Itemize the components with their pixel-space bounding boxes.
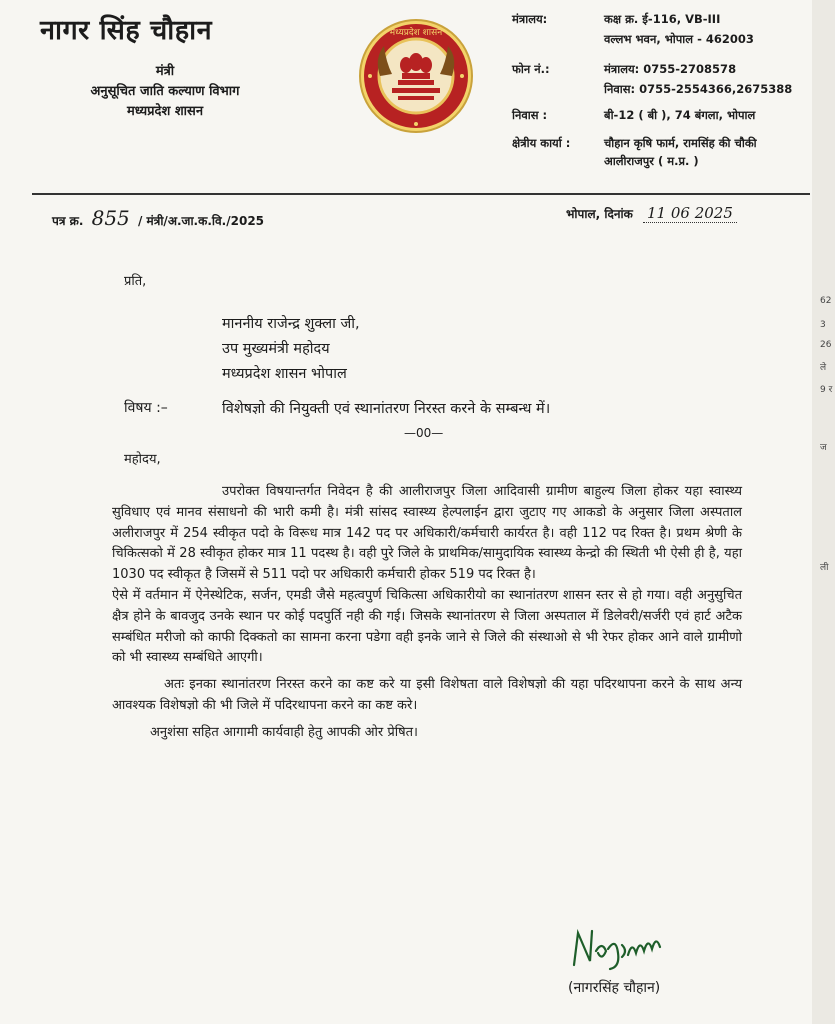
recipient-office: मध्यप्रदेश शासन भोपाल — [222, 366, 347, 382]
regional-office-line2: आलीराजपुर ( म.प्र. ) — [604, 154, 699, 168]
edge-fragment: 9 र — [820, 385, 833, 395]
place-date — [566, 204, 737, 222]
residence-address: बी-12 ( बी ), 74 बंगला, भोपाल — [604, 108, 756, 122]
ministry-address-line1: कक्ष क्र. ई-116, VB-III — [604, 12, 721, 26]
regional-office-label: क्षेत्रीय कार्या : — [512, 136, 571, 150]
address-block — [512, 10, 802, 168]
seal-text: मध्यप्रदेश शासन — [389, 28, 443, 38]
minister-designation — [40, 62, 290, 122]
edge-fragment: ली — [820, 563, 829, 573]
regional-office-line1: चौहान कृषि फार्म, रामसिंह की चौकी — [604, 136, 757, 150]
signatory-name: (नागरसिंह चौहान) — [568, 980, 661, 996]
subject-text: विशेषज्ञो की नियुक्ती एवं स्थानांतरण निरस्त करने के सम्बन्ध में। — [222, 401, 551, 417]
letter-number-suffix: / मंत्री/अ.जा.क.वि./2025 — [137, 214, 265, 228]
letter-number — [52, 206, 264, 230]
subject-label: विषय :– — [124, 400, 168, 416]
designation-line: मंत्री — [155, 64, 175, 79]
letterhead-divider — [32, 193, 810, 195]
phone-label: फोन नं.: — [512, 62, 550, 76]
prati: प्रति, — [124, 274, 147, 289]
ministry-address-line2: वल्लभ भवन, भोपाल - 462003 — [604, 32, 754, 46]
edge-fragment: ज — [820, 443, 827, 453]
phone-office: मंत्रालय: 0755-2708578 — [604, 62, 737, 76]
body-paragraph: उपरोक्त विषयान्तर्गत निवेदन है की आलीराजपुर जिला आदिवासी ग्रामीण बाहुल्य जिला होकर यहा स्वास्थ्य सुविधाए एवं मानव संसाधनो की भारी कमी है। मंत्री सांसद स्वास्थ्य हेल्पलाईन द्वारा जुटाए गए आकडो के अनुसार जिला अस्पताल अलीराजपुर में 254 स्वीकृत पदो के विरूध मात्र 142 पद पर अधिकारी/कर्मचारी कार्यरत है। वही 112 पद रिक्त है। प्रथम श्रेणी के चिकित्सको में 28 स्वीकृत होकर मात्र 11 पदस्थ है। वही पुरे जिले के प्राथमिक/सामुदायिक स्वास्थ्य केन्द्रो की स्थिती भी ऐसी ही है, यहा 1030 पद स्वीकृत है जिसमें से 511 पदो पर अधिकारी कर्मचारी होकर 519 पद रिक्त है। — [112, 484, 742, 583]
body-paragraph: अनुशंसा सहित आगामी कार्यवाही हेतु आपकी ओर प्रेषित। — [150, 724, 418, 740]
recipient-block — [222, 312, 360, 387]
minister-name: नागर सिंह चौहान — [40, 15, 213, 46]
letter-date: 11 06 2025 — [643, 204, 737, 223]
residence-label: निवास : — [512, 108, 548, 122]
edge-fragment: 26 — [820, 340, 832, 350]
government-line: मध्यप्रदेश शासन — [126, 104, 204, 119]
edge-fragment: ले — [820, 363, 827, 373]
body-paragraph: अतः इनका स्थानांतरण निरस्त करने का कष्ट करे या इसी विशेषता वाले विशेषज्ञो की यहा पदिरथापना करने के साथ अन्य आवश्यक विशेषज्ञो की भी जिले में पदिरथापना करने का कष्ट करे। — [112, 677, 742, 713]
ministry-label: मंत्रालय: — [512, 12, 548, 26]
phone-residence: निवास: 0755-2554366,2675388 — [604, 82, 793, 96]
salutation: महोदय, — [124, 452, 161, 467]
place-date-label: भोपाल, दिनांक — [566, 207, 633, 221]
edge-fragment: 62 — [820, 296, 832, 306]
recipient-name: माननीय राजेन्द्र शुक्ला जी, — [222, 316, 360, 332]
department-line: अनुसूचित जाति कल्याण विभाग — [90, 84, 240, 99]
signature-scribble — [568, 925, 668, 971]
recipient-designation: उप मुख्यमंत्री महोदय — [222, 341, 330, 357]
letter-body — [112, 482, 742, 744]
state-emblem-seal — [358, 18, 474, 134]
body-paragraph: ऐसे में वर्तमान में ऐनेस्थेटिक, सर्जन, एमडी जैसे महत्वपुर्ण चिकित्सा अधिकारीयो का स्थानांतरण शासन स्तर से हो गया। वही अनुसुचित क्षैत्र होने के बावजुद उनके स्थान पर कोई पदपुर्ति नही की गई। जिसके स्थानांतरण से जिला अस्पताल में डिलेवरी/सर्जरी एवं हार्ट अटैक सम्बंधित मरीजो को काफी दिक्कतो का सामना करना पडेगा वही इनके जाने से जिले की संस्थाओ से भी रेफर होकर आने वाले ग्रामीणो को भी स्वास्थ्य सम्बंधिते आएगी। — [112, 587, 742, 666]
signature-text: Nagsinh — [568, 925, 573, 926]
adjacent-page-edge — [812, 0, 835, 1024]
edge-fragment: 3 — [820, 320, 826, 330]
letter-number-value: 855 — [91, 206, 130, 230]
letter-number-label: पत्र क्र. — [52, 214, 84, 228]
subject-divider: —00— — [404, 426, 444, 440]
